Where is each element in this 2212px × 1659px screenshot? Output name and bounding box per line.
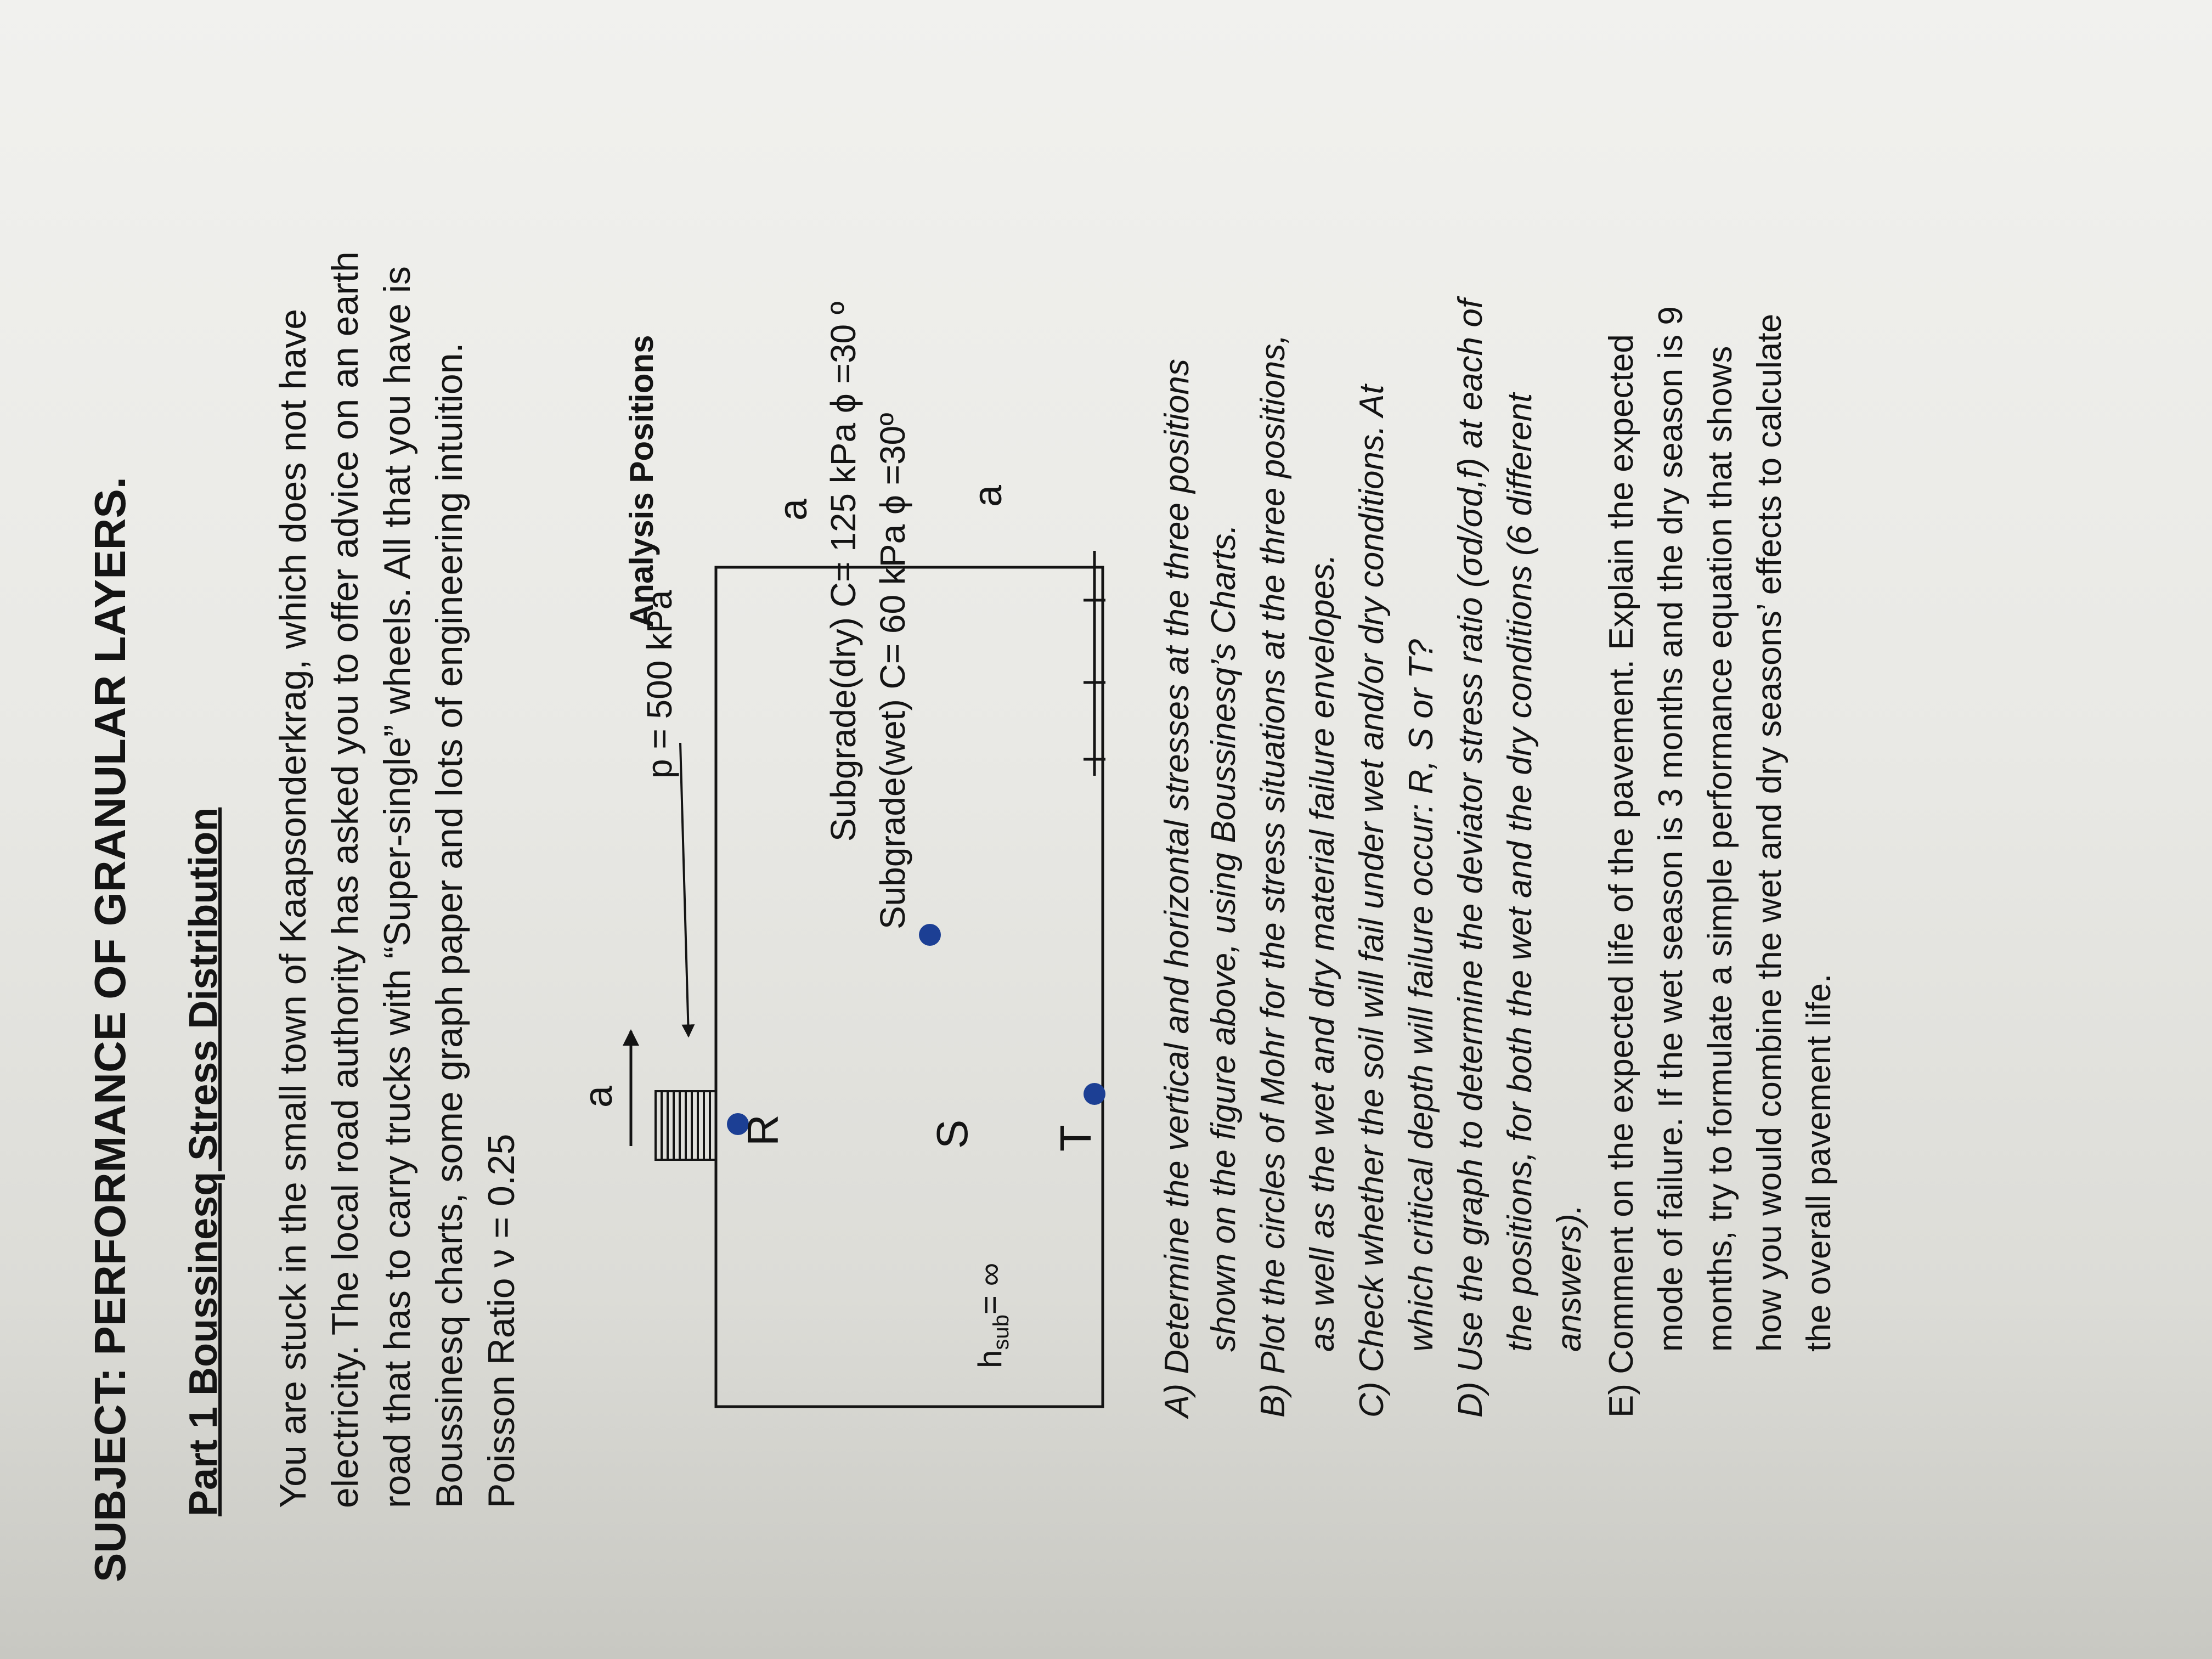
question-e-line: how you would combine the wet and dry seasons’ effects to calculate [1751,313,1788,1352]
question-d-line: D) Use the graph to determine the deviator stress ratio (σd/σd,f) at each of [1452,298,1489,1418]
h-value: = ∞ [972,1262,1008,1315]
poisson-ratio-line: Poisson Ratio ν = 0.25 [481,1133,522,1508]
subgrade-dry-properties: Subgrade(dry) C= 125 kPa ϕ =30 º [823,301,863,842]
intro-paragraph-line: road that has to carry trucks with “Super-single” wheels. All that you have is [376,266,418,1508]
h-symbol: h [972,1350,1008,1368]
question-e-line: mode of failure. If the wet season is 3 months and the dry season is 9 [1652,306,1690,1352]
intro-paragraph-line: electricity. The local road authority has asked you to offer advice on an earth [324,251,366,1508]
load-width-label: a [577,1085,620,1108]
point-T [1084,1083,1105,1105]
position-spacing-label: a [771,498,815,521]
question-c-line: which critical depth will failure occur: R, S or T? [1402,639,1440,1352]
question-e-line: E) Comment on the expected life of the pavement. Explain the expected [1602,334,1640,1418]
point-S [919,924,941,946]
intro-paragraph-line: You are stuck in the small town of Kaapsonderkrag, which does not have [272,308,314,1508]
h-subscript: sub [989,1314,1013,1350]
part-title: Part 1 Boussinesq Stress Distribution [182,807,225,1516]
document-subject: SUBJECT: PERFORMANCE OF GRANULAR LAYERS. [86,477,134,1582]
point-label-R: R [738,1114,787,1146]
analysis-positions-heading: Analysis Positions [623,335,660,628]
intro-paragraph-line: Boussinesq charts, some graph paper and lots of engineering intuition. [428,342,470,1508]
question-a-line: shown on the figure above, using Boussinesq’s Charts. [1205,524,1243,1352]
subgrade-thickness-label [971,1263,1014,1368]
question-b-line: B) Plot the circles of Mohr for the stress situations at the three positions, [1254,334,1292,1418]
point-label-T: T [1051,1125,1100,1152]
load-pointer-arrow [680,743,689,1036]
point-label-S: S [928,1119,977,1149]
question-e-line: months, try to formulate a simple performance equation that shows [1701,346,1739,1352]
question-d-line: the positions, for both the wet and the dry conditions (6 different [1501,393,1539,1352]
load-hatching [662,1091,710,1160]
subgrade-wet-properties: Subgrade(wet) C= 60 kPa ϕ =30º [873,413,912,929]
load-pressure-label: p = 500 kPa [640,590,679,778]
question-c-line: C) Check whether the soil will fail under wet and/or dry conditions. At [1353,385,1391,1418]
position-spacing-label: a [966,484,1010,507]
question-d-line: answers). [1550,1204,1588,1352]
question-b-line: as well as the wet and dry material failure envelopes. [1304,554,1341,1352]
question-e-line: the overall pavement life. [1800,973,1838,1352]
question-a-line: A) Determine the vertical and horizontal stresses at the three positions [1158,359,1196,1418]
